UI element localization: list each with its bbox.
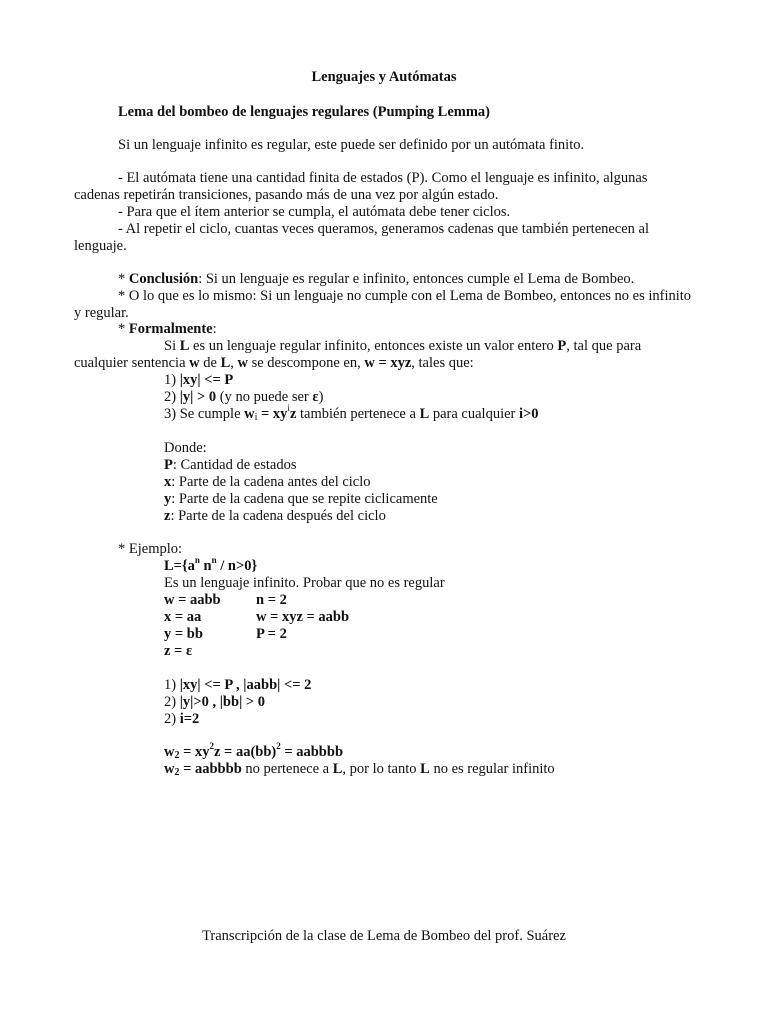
check-3: 2) i=2 [164,711,200,727]
bullet-item-3: - Al repetir el ciclo, cuantas veces queramos, generamos cadenas que también pertenecen al lenguaje. [74,221,650,254]
example-w: w = aabb [164,592,221,608]
definition-y: y: Parte de la cadena que se repite ciclicamente [164,491,438,507]
definition-x: x: Parte de la cadena antes del ciclo [164,474,371,490]
ejemplo-label: * Ejemplo: [118,541,183,557]
check-1: 1) |xy| <= P , |aabb| <= 2 [164,677,312,693]
doc-title: Lenguajes y Autómatas [311,69,457,85]
example-z: z = ε [164,643,193,659]
final-conclusion: $w_2$ = aabbbb no pertenece a L, por lo tanto L no es regular infinito [164,761,555,778]
language-definition: $L=\{a^n$ $n^n / n>0$} [164,555,258,574]
check-2: 2) |y|>0 , |bb| > 0 [164,694,266,710]
example-wxyz: w = xyz = aabb [256,609,350,625]
bullet-item-1: - El autómata tiene una cantidad finita de estados (P). Como el lenguaje es infinito, algunas cadenas repetirán transiciones, pasando más de una vez por algún estado. [74,170,648,203]
example-n: n = 2 [256,592,287,608]
example-p: P = 2 [256,626,287,642]
example-statement: Es un lenguaje infinito. Probar que no es regular [164,575,445,591]
condition-2: 2) |y| > 0 (y no puede ser ε) [164,389,324,405]
restatement-paragraph: * O lo que es lo mismo: Si un lenguaje no cumple con el Lema de Bombeo, entonces no es infinito y regular. [74,288,692,321]
page-footer: Transcripción de la clase de Lema de Bombeo del prof. Suárez [202,928,566,944]
example-x: x = aa [164,609,202,625]
definition-z: z: Parte de la cadena después del ciclo [164,508,386,524]
conclusion-line: * Conclusión: Si un lenguaje es regular e infinito, entonces cumple el Lema de Bombeo. [118,271,635,287]
pumped-string: $w_2 = xy^2z = aa(bb)^2$ = aabbbb [164,741,344,761]
formal-definition: Si L es un lenguaje regular infinito, entonces existe un valor entero P, tal que para cualquier sentencia w de L, w se descompone en, w = xyz, tales que: [74,338,642,371]
donde-label: Donde: [164,440,207,456]
condition-3: 3) Se cumple $w_i = xy^iz$ también pertenece a L para cualquier i>0 [164,403,539,423]
definition-p: P: Cantidad de estados [164,457,297,473]
section-heading: Lema del bombeo de lenguajes regulares (Pumping Lemma) [118,104,491,120]
intro-paragraph: Si un lenguaje infinito es regular, este puede ser definido por un autómata finito. [118,137,585,153]
condition-1: 1) |xy| <= P [164,372,234,388]
formal-heading: * Formalmente: [118,321,217,337]
bullet-item-2: - Para que el ítem anterior se cumpla, el autómata debe tener ciclos. [118,204,511,220]
example-y: y = bb [164,626,203,642]
